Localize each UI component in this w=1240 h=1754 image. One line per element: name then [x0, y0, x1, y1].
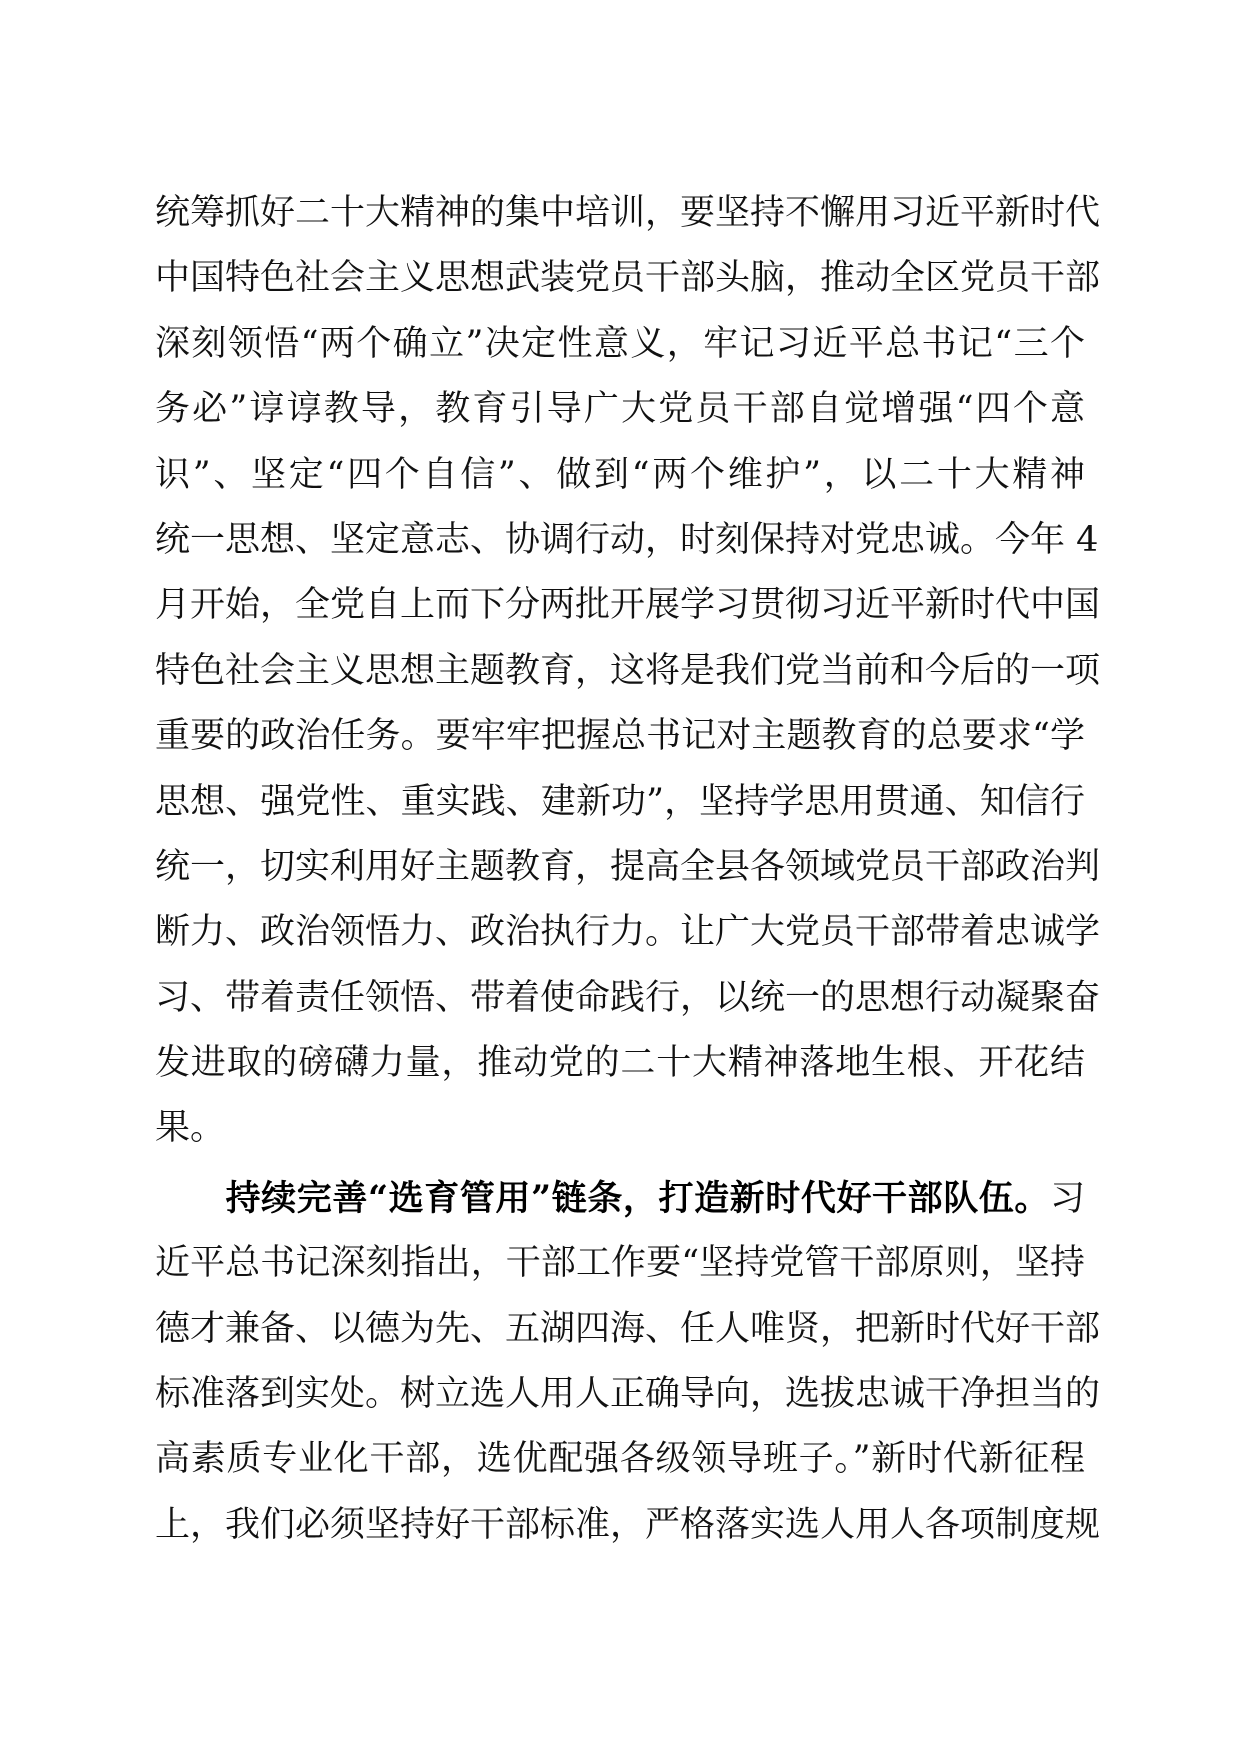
text-line: 发进取的磅礴力量，推动党的二十大精神落地生根、开花结	[155, 1043, 1085, 1084]
text-line: 深刻领悟“两个确立”决定性意义，牢记习近平总书记“三个	[155, 323, 1085, 364]
text-line: 重要的政治任务。要牢牢把握总书记对主题教育的总要求“学	[155, 716, 1085, 757]
paragraph-training	[155, 181, 1101, 1162]
text-line: 断力、政治领悟力、政治执行力。让广大党员干部带着忠诚学	[155, 912, 1101, 953]
document-body	[155, 181, 1101, 1558]
text-line: 务必”谆谆教导，教育引导广大党员干部自觉增强“四个意	[155, 389, 1085, 430]
heading-trailing-text: 习	[1049, 1178, 1085, 1219]
text-line: 识”、坚定“四个自信”、做到“两个维护”，以二十大精神	[155, 454, 1085, 495]
text-line: 标准落到实处。树立选人用人正确导向，选拔忠诚干净担当的	[155, 1374, 1101, 1415]
text-line: 习、带着责任领悟、带着使命践行，以统一的思想行动凝聚奋	[155, 977, 1101, 1018]
text-line: 上，我们必须坚持好干部标准，严格落实选人用人各项制度规	[155, 1504, 1101, 1545]
text-line: 德才兼备、以德为先、五湖四海、任人唯贤，把新时代好干部	[155, 1308, 1101, 1349]
text-line: 高素质专业化干部，选优配强各级领导班子。”新时代新征程	[155, 1439, 1085, 1480]
text-line: 果。	[155, 1108, 226, 1149]
text-line: 月开始，全党自上而下分两批开展学习贯彻习近平新时代中国	[155, 585, 1101, 626]
text-line: 统一思想、坚定意志、协调行动，时刻保持对党忠诚。今年 4	[155, 519, 1099, 560]
text-line: 中国特色社会主义思想武装党员干部头脑，推动全区党员干部	[155, 258, 1101, 299]
section-heading: 持续完善“选育管用”链条，打造新时代好干部队伍。	[225, 1177, 1050, 1219]
text-line	[155, 1166, 1085, 1231]
text-line: 近平总书记深刻指出，干部工作要“坚持党管干部原则，坚持	[155, 1243, 1085, 1284]
text-line: 思想、强党性、重实践、建新功”，坚持学思用贯通、知信行	[155, 781, 1085, 822]
text-line: 统一，切实利用好主题教育，提高全县各领域党员干部政治判	[155, 846, 1101, 887]
text-line: 统筹抓好二十大精神的集中培训，要坚持不懈用习近平新时代	[155, 193, 1101, 233]
paragraph-cadres	[155, 1166, 1101, 1558]
text-line: 特色社会主义思想主题教育，这将是我们党当前和今后的一项	[155, 650, 1101, 691]
